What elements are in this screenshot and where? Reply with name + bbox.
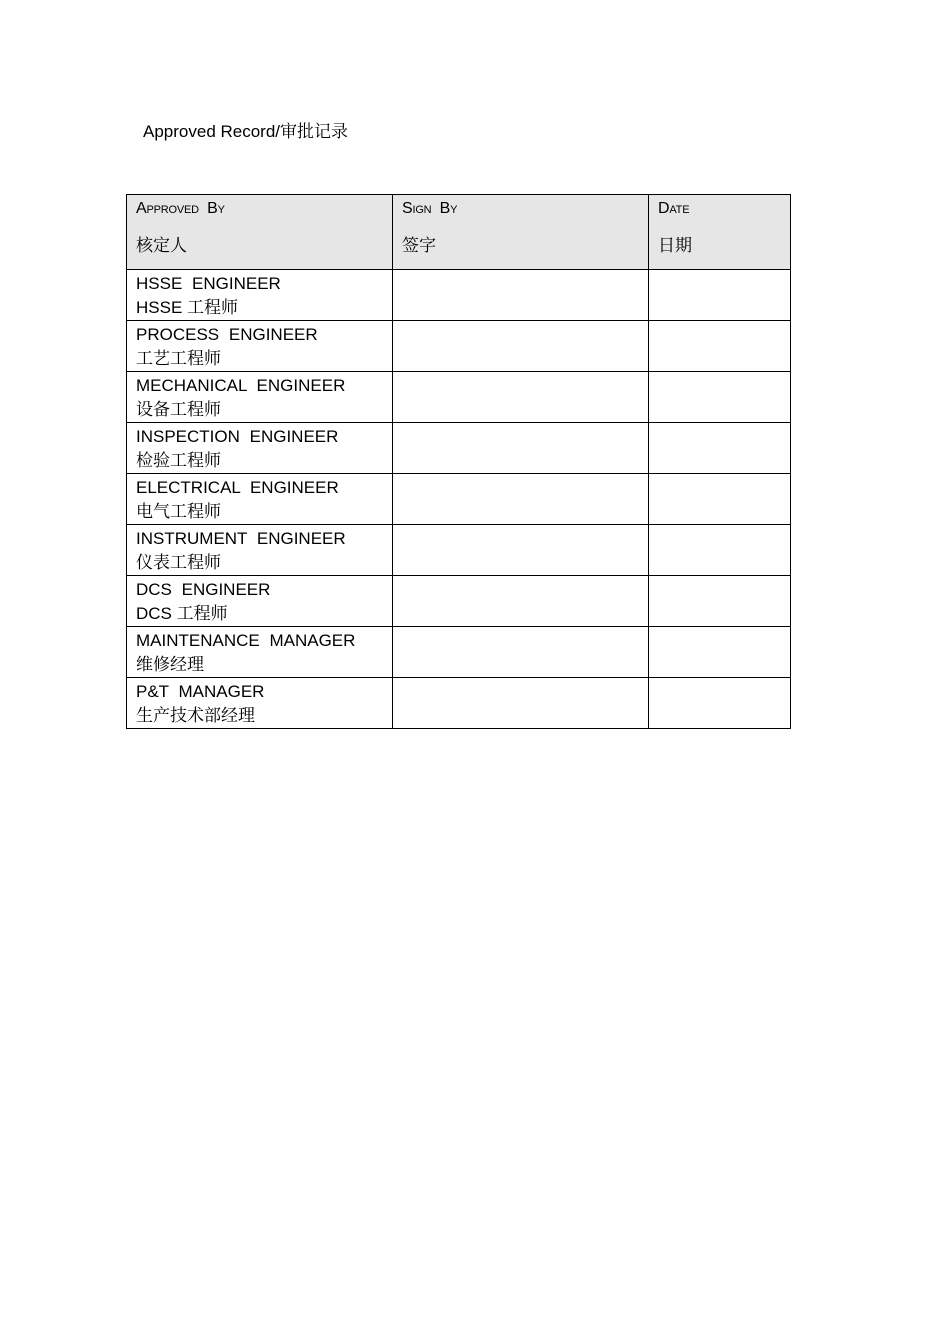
role-cell	[127, 576, 393, 627]
sign-cell[interactable]	[393, 576, 649, 627]
header-approved-by-cn: 核定人	[136, 236, 187, 255]
role-cell	[127, 627, 393, 678]
role-name-cn: 设备工程师	[136, 400, 221, 419]
role-name-cn: 生产技术部经理	[136, 706, 255, 725]
page-title: Approved Record/审批记录	[143, 122, 349, 141]
header-sign-by	[393, 195, 649, 270]
table-row	[127, 474, 791, 525]
role-name-cn: 仪表工程师	[136, 553, 221, 572]
header-date	[649, 195, 791, 270]
table-row	[127, 321, 791, 372]
header-sign-by-cn: 签字	[402, 236, 436, 255]
sign-cell[interactable]	[393, 525, 649, 576]
header-approved-by-en: Approved By	[136, 200, 225, 217]
role-cell	[127, 678, 393, 729]
table-header-row	[127, 195, 791, 270]
role-cell	[127, 321, 393, 372]
role-name-en: MECHANICAL ENGINEER	[136, 376, 346, 395]
role-name-en: HSSE ENGINEER	[136, 274, 281, 293]
role-name-cn: DCS 工程师	[136, 604, 228, 623]
table-row	[127, 423, 791, 474]
role-cell	[127, 270, 393, 321]
header-date-cn: 日期	[658, 236, 692, 255]
role-name-en: INSTRUMENT ENGINEER	[136, 529, 346, 548]
role-name-cn: 电气工程师	[136, 502, 221, 521]
role-cell	[127, 474, 393, 525]
date-cell[interactable]	[649, 474, 791, 525]
table-row	[127, 678, 791, 729]
sign-cell[interactable]	[393, 321, 649, 372]
role-name-cn: HSSE 工程师	[136, 298, 239, 317]
date-cell[interactable]	[649, 678, 791, 729]
date-cell[interactable]	[649, 423, 791, 474]
role-name-en: DCS ENGINEER	[136, 580, 271, 599]
role-name-en: INSPECTION ENGINEER	[136, 427, 339, 446]
table-row	[127, 270, 791, 321]
sign-cell[interactable]	[393, 372, 649, 423]
role-name-en: MAINTENANCE MANAGER	[136, 631, 356, 650]
role-cell	[127, 372, 393, 423]
approval-table	[126, 194, 791, 729]
role-name-cn: 工艺工程师	[136, 349, 221, 368]
table-row	[127, 525, 791, 576]
header-date-en: Date	[658, 200, 690, 217]
sign-cell[interactable]	[393, 423, 649, 474]
role-name-cn: 检验工程师	[136, 451, 221, 470]
role-cell	[127, 525, 393, 576]
date-cell[interactable]	[649, 372, 791, 423]
table-row	[127, 372, 791, 423]
sign-cell[interactable]	[393, 474, 649, 525]
date-cell[interactable]	[649, 321, 791, 372]
sign-cell[interactable]	[393, 270, 649, 321]
date-cell[interactable]	[649, 576, 791, 627]
role-name-cn: 维修经理	[136, 655, 204, 674]
header-approved-by	[127, 195, 393, 270]
sign-cell[interactable]	[393, 678, 649, 729]
date-cell[interactable]	[649, 270, 791, 321]
table-row	[127, 627, 791, 678]
role-name-en: ELECTRICAL ENGINEER	[136, 478, 339, 497]
date-cell[interactable]	[649, 627, 791, 678]
date-cell[interactable]	[649, 525, 791, 576]
header-sign-by-en: Sign By	[402, 200, 458, 217]
sign-cell[interactable]	[393, 627, 649, 678]
role-name-en: PROCESS ENGINEER	[136, 325, 318, 344]
role-name-en: P&T MANAGER	[136, 682, 265, 701]
role-cell	[127, 423, 393, 474]
table-row	[127, 576, 791, 627]
